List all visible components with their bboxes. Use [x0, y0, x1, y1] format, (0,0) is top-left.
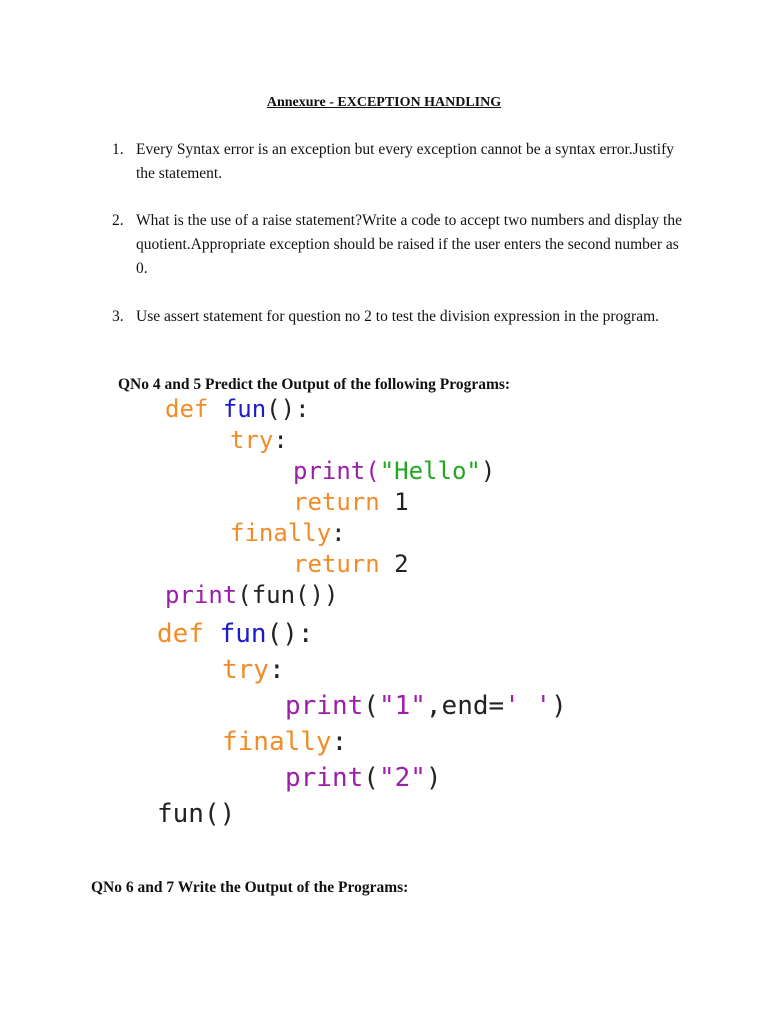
keyword-def: def: [165, 395, 209, 423]
function-name: fun: [219, 619, 267, 649]
code-line: [157, 799, 235, 829]
keyword-return: return: [293, 550, 380, 578]
code-punct: (: [363, 763, 379, 793]
question-number: 3.: [112, 308, 124, 325]
keyword-def: def: [157, 619, 204, 649]
code-punct: ): [551, 691, 567, 721]
number-literal: 2: [379, 550, 409, 578]
question-3: [112, 305, 682, 329]
keyword-return: return: [293, 488, 380, 516]
builtin-print: print: [285, 691, 364, 721]
code-line: [293, 550, 409, 578]
code-line: [230, 426, 288, 454]
code-punct: ():: [266, 619, 314, 649]
code-punct: ): [425, 763, 442, 793]
number-literal: 1: [379, 488, 409, 516]
code-line: [285, 763, 442, 793]
code-call: fun(): [157, 799, 236, 829]
code-punct: ():: [266, 395, 310, 423]
code-punct: (: [365, 457, 380, 485]
code-line: [293, 457, 495, 485]
keyword-finally: finally: [222, 727, 332, 757]
question-number: 2.: [112, 212, 124, 229]
code-punct: :: [268, 655, 285, 685]
builtin-print: print: [293, 457, 366, 485]
code-punct: :: [331, 519, 346, 547]
question-text: Every Syntax error is an exception but every exception cannot be a syntax error.Justify the statement.: [136, 141, 675, 182]
keyword-try: try: [230, 426, 274, 454]
section-heading-4-5: QNo 4 and 5 Predict the Output of the following Programs:: [118, 376, 511, 393]
code-keyword-arg: ,end=: [425, 691, 505, 721]
keyword-finally: finally: [230, 519, 332, 547]
code-line: [230, 519, 346, 547]
code-punct: :: [273, 426, 288, 454]
code-line: [165, 395, 310, 423]
code-punct: :: [331, 727, 348, 757]
page-title: Annexure - EXCEPTION HANDLING: [266, 95, 502, 110]
code-line: [222, 727, 347, 757]
code-punct: ): [480, 457, 496, 485]
section-heading-6-7: QNo 6 and 7 Write the Output of the Programs:: [91, 879, 409, 896]
builtin-print: print: [165, 581, 238, 609]
question-number: 1.: [112, 141, 124, 158]
question-1: [112, 138, 682, 186]
code-line: [157, 619, 314, 649]
keyword-try: try: [222, 655, 269, 685]
code-punct: (: [363, 691, 379, 721]
function-name: fun: [222, 395, 267, 423]
string-literal: ' ': [504, 691, 552, 721]
builtin-print: print: [285, 763, 364, 793]
question-text: Use assert statement for question no 2 to test the division expression in the program.: [136, 308, 660, 325]
code-line: [165, 581, 338, 609]
code-call: (fun()): [237, 581, 339, 609]
code-line: [285, 691, 567, 721]
string-literal: "Hello": [379, 457, 481, 485]
question-2: [112, 209, 682, 281]
string-literal: "1": [378, 691, 426, 721]
code-line: [293, 488, 409, 516]
string-literal: "2": [378, 763, 426, 793]
question-text: What is the use of a raise statement?Write a code to accept two numbers and display the quotient.Appropriate exception should be raised if the user enters the second number as 0.: [136, 212, 682, 277]
code-line: [222, 655, 285, 685]
